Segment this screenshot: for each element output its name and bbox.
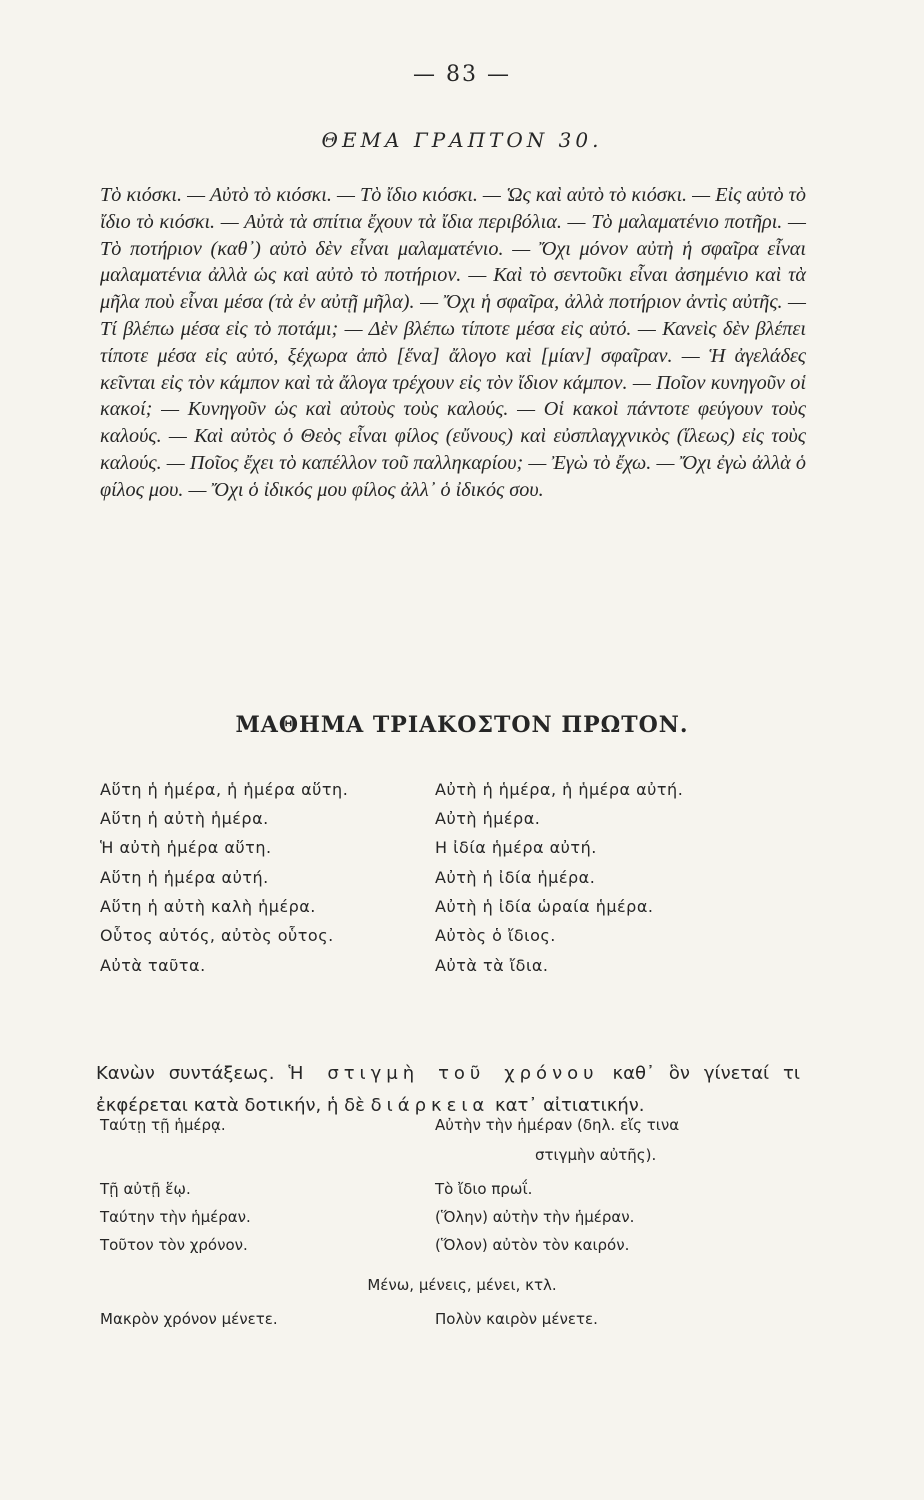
final-example-right: Πολὺν καιρὸν μένετε.: [435, 1310, 598, 1328]
final-example-left: Μακρὸν χρόνον μένετε.: [100, 1310, 278, 1328]
example-right: στιγμὴν αὐτῆς).: [535, 1146, 657, 1164]
right-phrase: Αὐτὴ ἡ ἰδία ἡμέρα.: [435, 868, 596, 887]
right-phrase: Αὐτὴ ἡμέρα.: [435, 809, 541, 828]
right-phrase: Αὐτὴ ἡ ἡμέρα, ἡ ἡμέρα αὐτή.: [435, 780, 684, 799]
right-phrase: Αὐτὸς ὁ ἴδιος.: [435, 926, 556, 945]
example-left: Τῇ αὐτῇ ἕῳ.: [100, 1180, 191, 1198]
left-phrase: Οὗτος αὐτός, αὐτὸς οὗτος.: [100, 926, 334, 945]
left-phrase: Αὐτὰ ταῦτα.: [100, 956, 206, 975]
rule-tail: κατ᾽ αἰτιατικήν.: [495, 1095, 645, 1116]
left-phrase: Αὕτη ἡ ἡμέρα, ἡ ἡμέρα αὕτη.: [100, 780, 349, 799]
example-right: Αὐτὴν τὴν ἡμέραν (δηλ. εἴς τινα: [435, 1116, 680, 1134]
right-phrase: Αὐτὴ ἡ ἰδία ὡραία ἡμέρα.: [435, 897, 654, 916]
example-right: (Ὅλον) αὐτὸν τὸν καιρόν.: [435, 1236, 630, 1254]
right-phrase: Αὐτὰ τὰ ἴδια.: [435, 956, 549, 975]
left-phrase: Αὕτη ἡ ἡμέρα αὐτή.: [100, 868, 269, 887]
syntax-rule: [96, 1058, 800, 1122]
theme-text: Τὸ κιόσκι. — Αὐτὸ τὸ κιόσκι. — Τὸ ἴδιο κιόσκι. — Ὡς καὶ αὐτὸ τὸ κιόσκι. — Εἰς αὐτὸ τὸ ἴδιο τὸ κιόσκι. — Αὐτὰ τὰ σπίτια ἔχουν τὰ ἴδια περιβόλια. — Τὸ μαλαματένιο ποτῆρι. — Τὸ ποτήριον (καθ᾽) αὐτὸ δὲν εἶναι μαλαματένιο. — Ὄχι μόνον αὐτὴ ἡ σφαῖρα εἶναι μαλαματένια ἀλλὰ ὡς καὶ αὐτὸ τὸ ποτήριον. — Καὶ τὸ σεντοῦκι εἶναι ἀσημένιο καὶ τὰ μῆλα ποὺ εἶναι μέσα (τὰ ἐν αὐτῇ μῆλα). — Ὄχι ἡ σφαῖρα, ἀλλὰ ποτήριον ἀντὶς αὐτῆς. — Τί βλέπω μέσα εἰς τὸ ποτάμι; — Δὲν βλέπω τίποτε μέσα εἰς αὐτό. — Κανεὶς δὲν βλέπει τίποτε μέσα εἰς αὐτό, ξέχωρα ἀπὸ [ἕνα] ἄλογο καὶ [μίαν] σφαῖραν. — Ἡ ἀγελάδες κεῖνται εἰς τὸν κάμπον καὶ τὰ ἄλογα τρέχουν εἰς τὸν ἴδιον κάμπον. — Ποῖον κυνηγοῦν οἱ κακοί; — Κυνηγοῦν ὡς καὶ αὐτοὺς τοὺς καλούς. — Οἱ κακοὶ πάντοτε φεύγουν τοὺς καλούς. — Καὶ αὐτὸς ὁ Θεὸς εἶναι φίλος (εὔνους) καὶ εὐσπλαγχνικὸς (ἵλεως) εἰς τοὺς καλούς. — Ποῖος ἔχει τὸ καπέλλον τοῦ παλληκαρίου; — Ἐγὼ τὸ ἔχω. — Ὄχι ἐγὼ ἀλλὰ ὁ φίλος μου. — Ὄχι ὁ ἰδικός μου φίλος ἀλλ᾽ ὁ ἰδικός σου.: [100, 184, 806, 501]
right-phrase: Η ἰδία ἡμέρα αὐτή.: [435, 838, 597, 857]
left-phrase: Ἡ αὐτὴ ἡμέρα αὕτη.: [100, 838, 272, 857]
example-right: Τὸ ἴδιο πρωΐ.: [435, 1180, 533, 1198]
example-left: Ταύτῃ τῇ ἡμέρᾳ.: [100, 1116, 226, 1134]
rule-spaced-term-1: Ἡ στιγμὴ τοῦ χρόνου: [288, 1063, 599, 1084]
rule-middle: καθ᾽ ὃν γίνεταί τι ἐκφέρεται κατὰ δοτικήν, ἡ δὲ: [96, 1063, 800, 1116]
rule-lead: Κανὼν συντάξεως.: [96, 1063, 275, 1084]
left-phrase: Αὕτη ἡ αὐτὴ ἡμέρα.: [100, 809, 269, 828]
page-number: — 83 —: [413, 62, 511, 87]
example-right: (Ὅλην) αὐτὴν τὴν ἡμέραν.: [435, 1208, 635, 1226]
theme-title: ΘΕΜΑ ΓΡΑΠΤΟΝ 30.: [321, 128, 603, 152]
rule-spaced-term-2: διάρκεια: [370, 1095, 490, 1116]
lesson-title: ΜΑΘΗΜΑ ΤΡΙΑΚΟΣΤΟΝ ΠΡΩΤΟΝ.: [235, 712, 689, 738]
verb-conjugation: Μένω, μένεις, μένει, κτλ.: [367, 1276, 557, 1294]
example-left: Ταύτην τὴν ἡμέραν.: [100, 1208, 251, 1226]
example-left: Τοῦτον τὸν χρόνον.: [100, 1236, 248, 1254]
left-phrase: Αὕτη ἡ αὐτὴ καλὴ ἡμέρα.: [100, 897, 316, 916]
